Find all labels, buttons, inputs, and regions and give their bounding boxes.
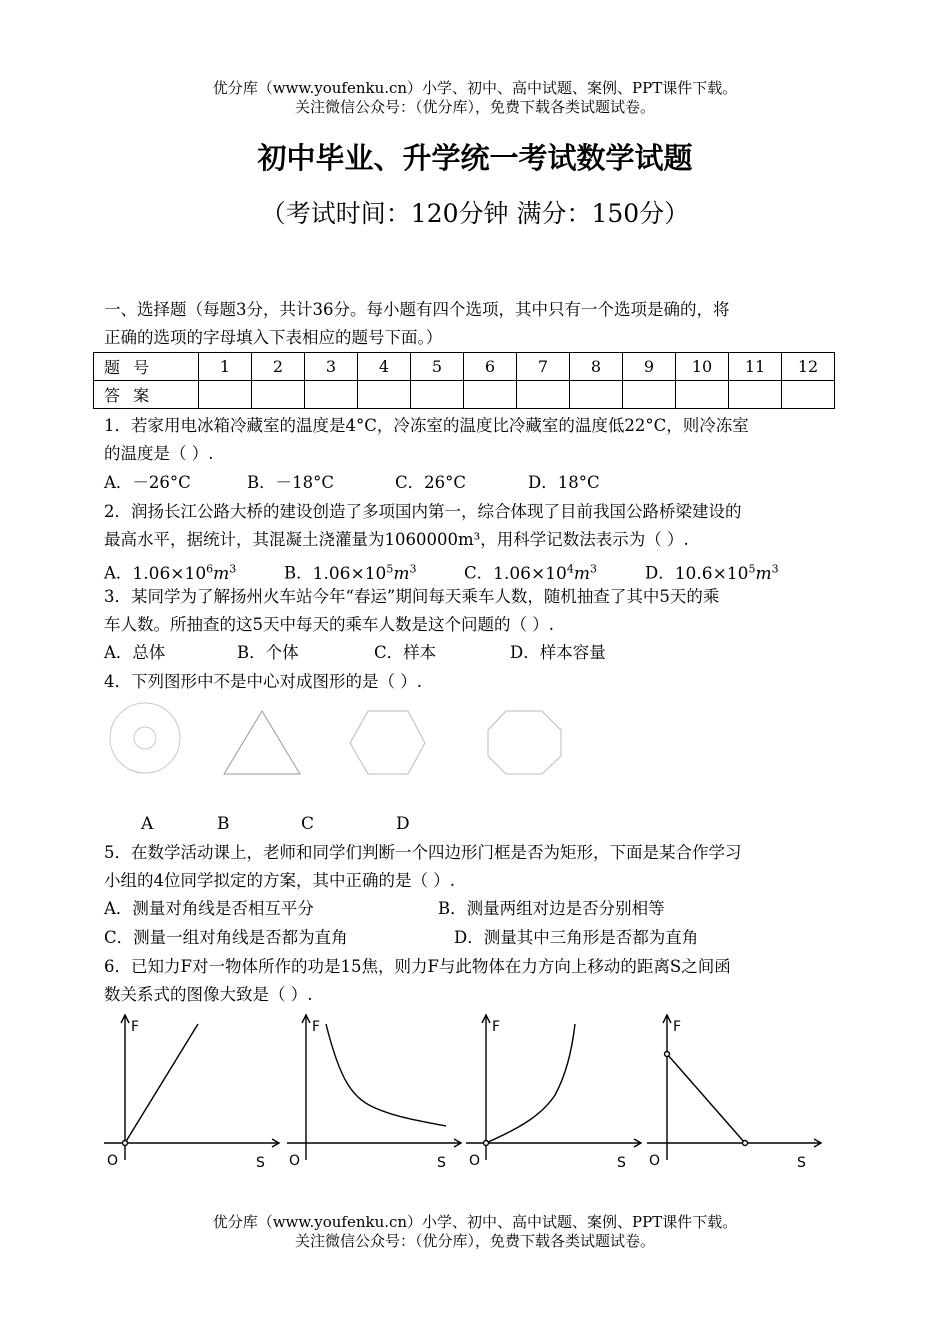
shape-label-a: A (141, 814, 154, 834)
question-number-cell: 7 (517, 353, 570, 381)
question-number-cell: 9 (623, 353, 676, 381)
header-line-2: 关注微信公众号：（优分库），免费下载各类试题试卷。 (294, 98, 655, 116)
question-number-cell: 2 (252, 353, 305, 381)
graph-a (104, 1015, 279, 1160)
q2-option-a-formula: $1.06\times 10^6m^3$ (132, 562, 237, 584)
question-number-label: 题 号 (94, 353, 199, 381)
graph-a-curve (125, 1024, 198, 1143)
q2-option-d-formula: $10.6\times 10^5m^3$ (674, 562, 779, 584)
question-number-cell: 5 (411, 353, 464, 381)
q5-line1: 5．在数学活动课上，老师和同学们判断一个四边形门框是否为矩形，下面是某合作学习 (104, 843, 742, 862)
q1-line1: 1．若家用电冰箱冷藏室的温度是4°C，冷冻室的温度比冷藏室的温度低22°C，则冷冻室 (104, 416, 749, 435)
q6-line1: 6．已知力F对一物体所作的功是15焦，则力F与此物体在力方向上移动的距离S之间函 (104, 957, 731, 976)
graph-c-origin-label: O (469, 1153, 481, 1169)
q3-option-d: D．样本容量 (510, 643, 606, 662)
q1-line2: 的温度是（ ）. (104, 444, 214, 463)
q3-line1: 3．某同学为了解扬州火车站今年“春运”期间每天乘车人数，随机抽查了其中5天的乘 (104, 587, 720, 606)
graph-c-x-label: S (617, 1155, 626, 1171)
q5-option-a: A．测量对角线是否相互平分 (104, 899, 314, 918)
graph-d-origin-label: O (649, 1153, 661, 1169)
question-number-cell: 3 (305, 353, 358, 381)
q5-option-b: B．测量两组对边是否分别相等 (438, 899, 665, 918)
q2-option-b-formula: $1.06\times 10^5m^3$ (312, 562, 417, 584)
q5-option-d: D．测量其中三角形是否都为直角 (454, 928, 699, 947)
q2-line1: 2．润扬长江公路大桥的建设创造了多项国内第一，综合体现了目前我国公路桥梁建设的 (104, 502, 742, 521)
q2-option-c-formula: $1.06\times 10^4m^3$ (493, 562, 597, 584)
shape-label-b: B (217, 814, 230, 834)
section1-instructions-line2: 正确的选项的字母填入下表相应的题号下面。） (104, 328, 443, 347)
q1-option-c: C．26°C (395, 473, 466, 492)
q3-option-b: B．个体 (237, 643, 299, 662)
footer-line-1: 优分库（www.youfenku.cn）小学、初中、高中试题、案例、PPT课件下载。 (212, 1213, 738, 1231)
graph-c-origin-point (484, 1141, 489, 1146)
q2-option-c-letter: C． (464, 563, 494, 583)
graph-d-curve (667, 1054, 745, 1143)
graph-b-y-label: F (312, 1019, 321, 1035)
q1-option-a: A．－26°C (104, 473, 191, 492)
q2-option-d-letter: D． (645, 563, 675, 583)
q2-line2: 最高水平，据统计，其混凝土浇灌量为1060000m³，用科学记数法表示为（ ）. (104, 530, 689, 549)
header-line-1: 优分库（www.youfenku.cn）小学、初中、高中试题、案例、PPT课件下载。 (212, 79, 738, 97)
graph-d-x-label: S (797, 1155, 806, 1171)
q5-option-c: C．测量一组对角线是否都为直角 (104, 928, 348, 947)
graph-d (647, 1015, 821, 1160)
q3-option-a: A．总体 (104, 643, 166, 662)
graph-a-y-label: F (131, 1019, 140, 1035)
page-subtitle: （考试时间：120分钟 满分：150分） (260, 199, 690, 228)
graph-b-curve (326, 1024, 446, 1126)
q5-line2: 小组的4位同学拟定的方案，其中正确的是（ ）. (104, 871, 455, 890)
question-number-cell: 6 (464, 353, 517, 381)
question-number-cell: 11 (729, 353, 782, 381)
q2-option-a-letter: A． (104, 563, 133, 583)
q1-option-b: B．－18°C (247, 473, 334, 492)
q4-line1: 4．下列图形中不是中心对成图形的是（ ）. (104, 672, 422, 691)
shape-label-d: D (396, 814, 410, 834)
graph-b-x-label: S (437, 1155, 446, 1171)
graph-b (287, 1015, 461, 1160)
question-number-cell: 4 (358, 353, 411, 381)
graph-c-y-label: F (492, 1019, 501, 1035)
graph-c (466, 1015, 641, 1160)
answer-label: 答 案 (94, 381, 199, 409)
question-number-cell: 12 (782, 353, 835, 381)
graph-d-x-intercept-point (743, 1141, 748, 1146)
graph-a-x-label: S (256, 1155, 265, 1171)
q6-line2: 数关系式的图像大致是（ ）. (104, 985, 313, 1004)
question-number-cell: 10 (676, 353, 729, 381)
q1-option-d: D．18°C (528, 473, 600, 492)
graph-a-origin-label: O (107, 1153, 119, 1169)
graph-c-curve (486, 1024, 575, 1143)
section1-instructions-line1: 一、选择题（每题3分，共计36分。每小题有四个选项，其中只有一个选项是确的，将 (104, 300, 730, 319)
page-title: 初中毕业、升学统一考试数学试题 (257, 141, 693, 175)
question-number-cell: 8 (570, 353, 623, 381)
graph-d-y-label: F (673, 1019, 682, 1035)
q3-line2: 车人数。所抽查的这5天中每天的乘车人数是这个问题的（ ）. (104, 615, 554, 634)
shape-label-c: C (301, 814, 315, 834)
q3-option-c: C．样本 (374, 643, 437, 662)
graph-b-origin-label: O (289, 1153, 301, 1169)
graph-d-y-intercept-point (665, 1052, 670, 1057)
question-number-cell: 1 (199, 353, 252, 381)
graph-a-origin-point (123, 1141, 128, 1146)
footer-line-2: 关注微信公众号：（优分库），免费下载各类试题试卷。 (294, 1232, 655, 1250)
q2-option-b-letter: B． (284, 563, 313, 583)
